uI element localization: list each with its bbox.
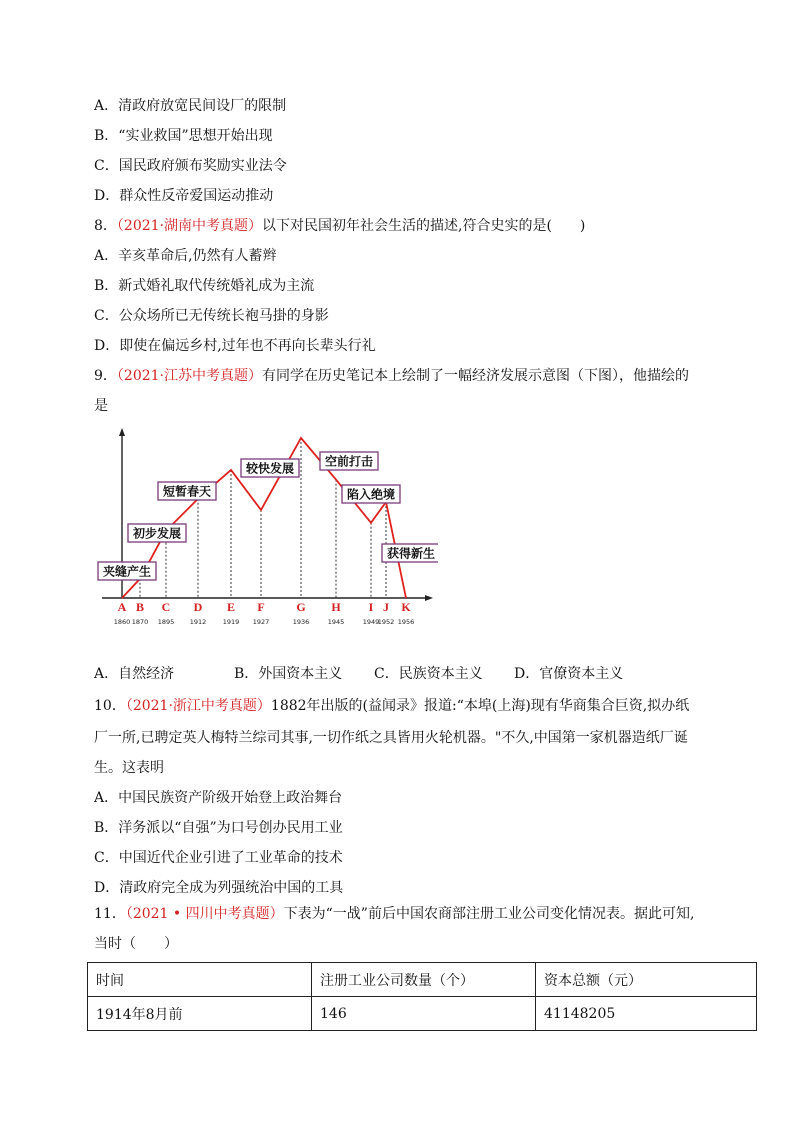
q10-option-d: D．清政府完全成为列强统治中国的工具 (94, 880, 344, 896)
x-tick-year: 1895 (157, 618, 175, 626)
table-header-cell: 资本总额（元） (536, 963, 757, 997)
company-registration-table (87, 962, 757, 1031)
x-tick-year: 1945 (327, 618, 345, 626)
x-tick-letter: D (193, 600, 203, 614)
q8-option-d: D．即使在偏远乡村,过年也不再向长辈头行礼 (94, 338, 376, 354)
q10-stem-cont1: 厂一所,已聘定英人梅特兰综司其事,一切作纸之具皆用火轮机器。"不久,中国第一家机器造纸厂诞 (94, 730, 688, 746)
q8-text: 以下对民国初年社会生活的描述,符合史实的是( ) (262, 218, 586, 234)
q10-number: 10． (94, 698, 126, 714)
q10-option-a: A．中国民族资产阶级开始登上政治舞台 (94, 790, 343, 806)
x-tick-letter: K (401, 600, 411, 614)
x-tick-year: 1936 (292, 618, 310, 626)
q8-number: 8． (94, 218, 117, 234)
q10-stem-cont2: 生。这表明 (94, 760, 164, 776)
x-tick-letter: F (257, 600, 265, 614)
q7-option-a: A．清政府放宽民间设厂的限制 (94, 98, 287, 114)
q8-stem (94, 216, 585, 236)
q10-text: 1882年出版的(益闻录》报道:“本埠(上海)现有华商集合巨资,拟办纸 (270, 698, 690, 714)
x-tick-letter: H (331, 600, 341, 614)
table-header-row (88, 963, 757, 997)
table-row (88, 997, 757, 1031)
q7-option-c: C．国民政府颁布奖励实业法令 (94, 158, 287, 174)
q9-source: （2021·江苏中考真题） (116, 368, 263, 384)
q9-stem-cont: 是 (94, 398, 108, 414)
table-header-cell: 注册工业公司数量（个） (312, 963, 536, 997)
q11-source: （2021 • 四川中考真题） (125, 906, 284, 922)
x-tick-year: 1860 (113, 618, 131, 626)
q9-text: 有同学在历史笔记本上绘制了一幅经济发展示意图（下图），他描绘的 (262, 368, 690, 384)
stage-label: 夹缝产生 (102, 564, 152, 579)
x-axis-arrow (425, 595, 433, 601)
q9-option-a: A．自然经济 (94, 666, 175, 682)
x-tick-letter: C (161, 600, 171, 614)
x-tick-year: 1949 (362, 618, 380, 626)
stage-label: 陷入绝境 (346, 487, 396, 502)
x-tick-letter: B (135, 600, 145, 614)
q9-stem (94, 366, 689, 386)
table-cell: 146 (312, 997, 536, 1031)
q8-source: （2021·湖南中考真题） (116, 218, 263, 234)
stage-label: 较快发展 (245, 461, 295, 476)
q9-option-b: B．外国资本主义 (234, 666, 343, 682)
x-tick-letter: G (296, 600, 306, 614)
x-tick-year: 1927 (252, 618, 270, 626)
x-tick-year: 1952 (377, 618, 395, 626)
q10-source: （2021·浙江中考真题） (125, 698, 271, 714)
stage-label: 获得新生 (386, 546, 436, 561)
q10-option-c: C．中国近代企业引进了工业革命的技术 (94, 850, 343, 866)
q9-options (94, 664, 623, 684)
table-header-cell: 时间 (88, 963, 312, 997)
q7-option-d: D．群众性反帝爱国运动推动 (94, 188, 274, 204)
q8-option-c: C．公众场所已无传统长袍马掛的身影 (94, 308, 329, 324)
table-cell: 41148205 (536, 997, 757, 1031)
q11-number: 11． (94, 906, 126, 922)
q9-option-c: C．民族资本主义 (374, 666, 483, 682)
q10-option-b: B．洋务派以“自强”为口号创办民用工业 (94, 820, 343, 836)
q11-stem (94, 904, 694, 924)
x-tick-letter: A (117, 600, 127, 614)
x-tick-letter: E (226, 600, 236, 614)
stage-label: 空前打击 (324, 454, 374, 469)
x-tick-letter: I (368, 600, 374, 614)
q8-option-b: B．新式婚礼取代传统婚礼成为主流 (94, 278, 315, 294)
q11-stem-cont: 当时（ ） (94, 936, 178, 952)
y-axis-arrow (119, 428, 125, 436)
q9-number: 9． (94, 368, 117, 384)
q9-option-d: D．官僚资本主义 (514, 666, 624, 682)
x-tick-year: 1912 (189, 618, 207, 626)
x-tick-year: 1919 (222, 618, 240, 626)
x-tick-letter: J (383, 600, 389, 614)
x-tick-year: 1956 (397, 618, 415, 626)
x-tick-year: 1870 (131, 618, 149, 626)
stage-label: 短暂春天 (162, 484, 212, 499)
q11-text: 下表为“一战”前后中国农商部注册工业公司变化情况表。据此可知, (283, 906, 695, 922)
stage-label: 初步发展 (132, 526, 182, 541)
q7-option-b: B．“实业救国”思想开始出现 (94, 128, 273, 144)
q10-stem (94, 696, 689, 716)
economic-development-chart (88, 428, 438, 630)
q8-option-a: A．辛亥革命后,仍然有人蓄辫 (94, 248, 277, 264)
table-cell: 1914年8月前 (88, 997, 312, 1031)
